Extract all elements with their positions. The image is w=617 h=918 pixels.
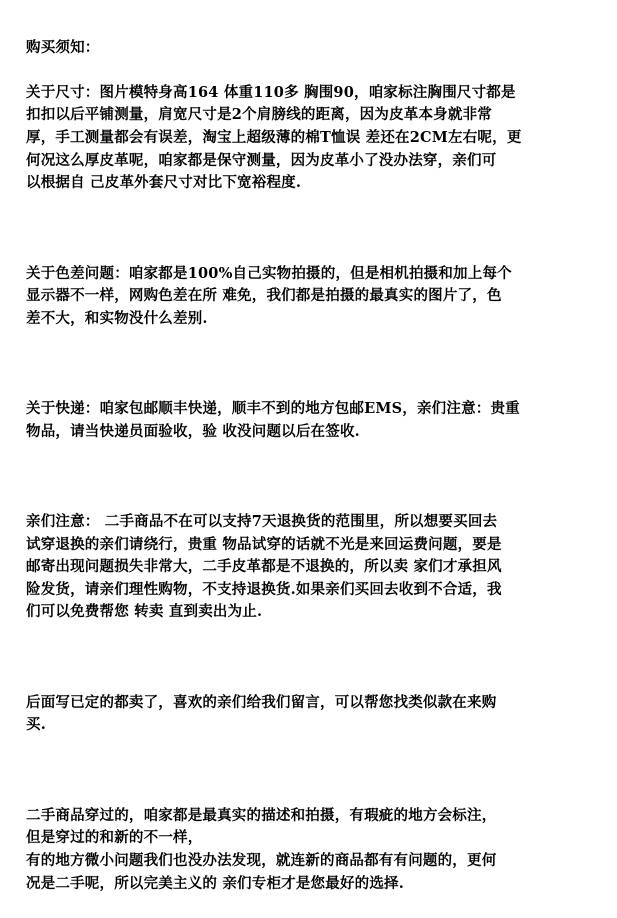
purchase-notice-text: [26, 14, 603, 918]
paragraph-spacer: [26, 217, 603, 240]
paragraph-spacer: [26, 647, 603, 670]
return-policy-section: 亲们注意： 二手商品不在可以支持7天退换货的范围里，所以想要买回去 试穿退换的亲们请绕行，贵重 物品试穿的话就不光是来回运费问题，要是 邮寄出现问题损失非常大，二手皮革都是不退换的，所以卖 家们才承担风 险发货，请亲们理性购物，不支持退换货.如果亲们买回去收到不合适，我 们可以免费帮您 转卖 直到卖出为止.: [26, 513, 502, 621]
paragraph-spacer: [26, 466, 603, 489]
sold-items-section: 后面写已定的都卖了，喜欢的亲们给我们留言，可以帮您找类似款在来购 买.: [26, 693, 497, 734]
size-section: 关于尺寸：图片模特身高164 体重110多 胸围90，咱家标注胸围尺寸都是 扣扣以后平铺测量，肩宽尺寸是2个肩膀线的距离，因为皮革本身就非常 厚，手工测量都会有误差，淘宝上超级薄的棉T恤误 差还在2CM左右呢，更 何况这么厚皮革呢，咱家都是保守测量，因为皮革小了没办法穿，亲们可 以根据自 己皮革外套尺寸对比下宽裕程度.: [26, 83, 522, 192]
second-hand-section: 二手商品穿过的，咱家都是最真实的描述和拍摄，有瑕疵的地方会标注， 但是穿过的和新的不一样， 有的地方微小问题我们也没办法发现，就连新的商品都有有问题的，更何 况是二手呢，所以完美主义的 亲们专柜才是您最好的选择.: [26, 806, 497, 892]
color-difference-section: 关于色差问题：咱家都是100%自己实物拍摄的，但是相机拍摄和加上每个 显示器不一样，网购色差在所 难免，我们都是拍摄的最真实的图片了，色 差不大，和实物没什么差别.: [26, 264, 512, 327]
notice-heading: 购买须知：: [26, 38, 100, 56]
paragraph-spacer: [26, 353, 603, 376]
paragraph-spacer: [26, 760, 603, 783]
delivery-section: 关于快递：咱家包邮顺丰快递，顺丰不到的地方包邮EMS，亲们注意：贵重 物品，请当快递员面验收，验 收没问题以后在签收.: [26, 400, 520, 440]
